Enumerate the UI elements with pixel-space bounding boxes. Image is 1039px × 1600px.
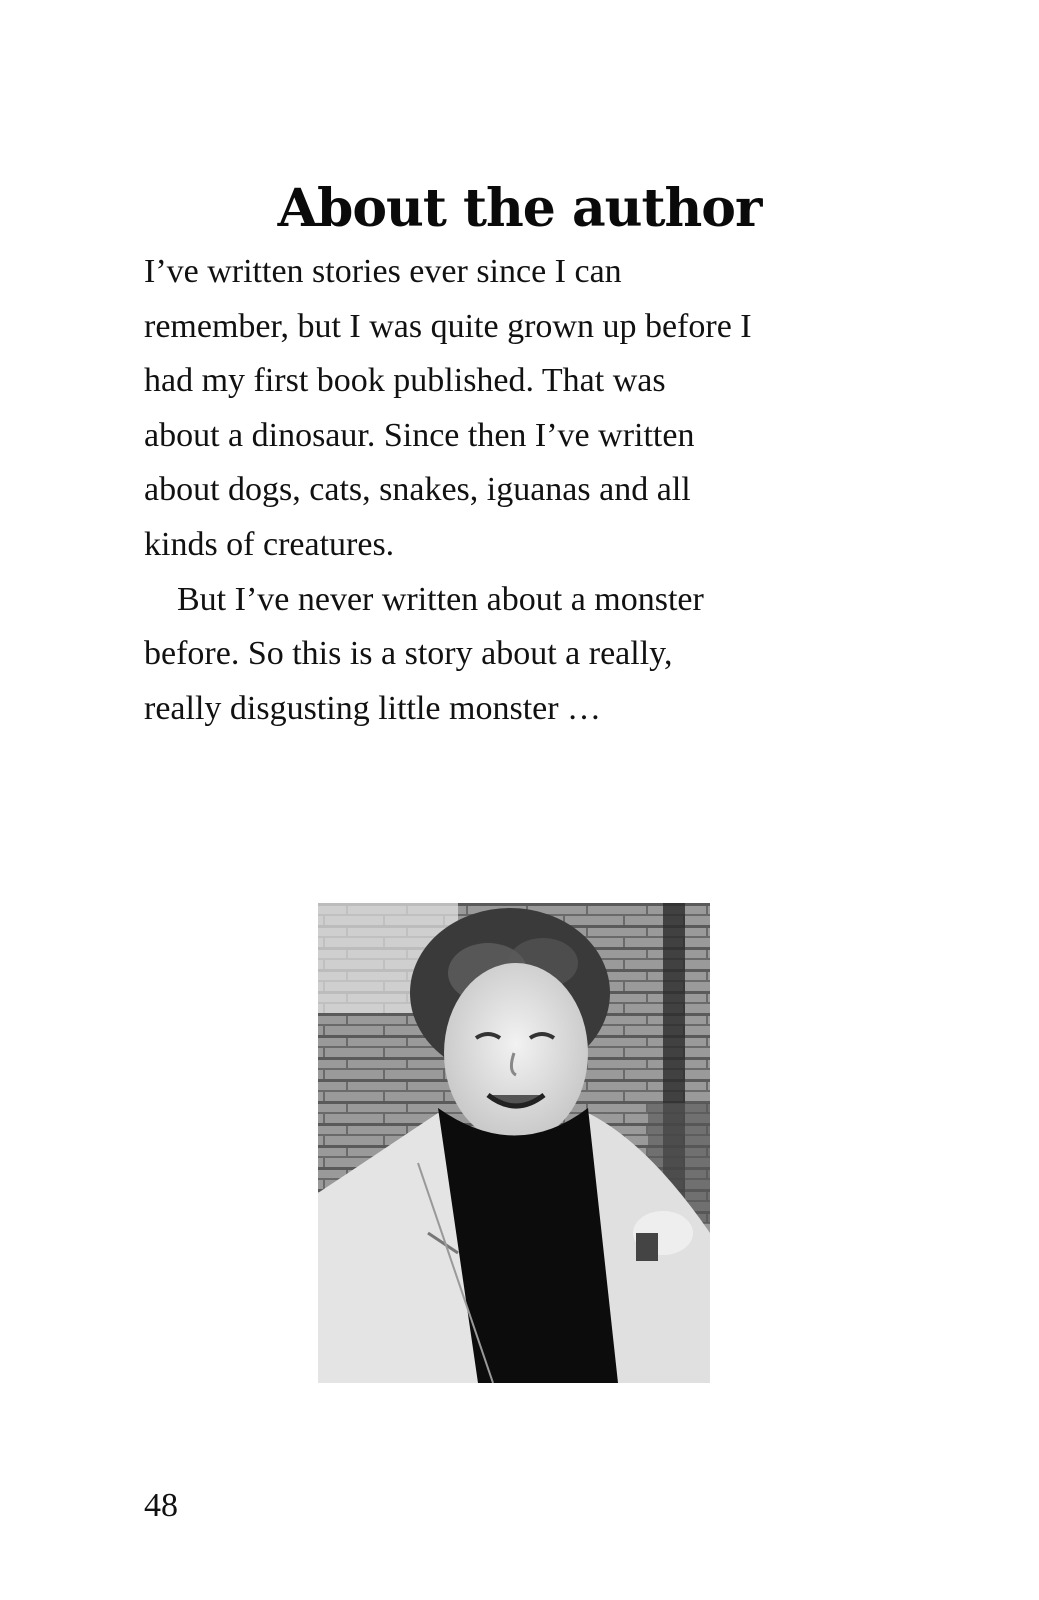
text-line: kinds of creatures. <box>144 525 395 563</box>
author-bio <box>144 245 904 736</box>
text-line: But I’ve never written about a monster <box>177 580 704 618</box>
page-title: About the author <box>277 177 762 239</box>
text-line: remember, but I was quite grown up before I <box>144 307 752 345</box>
text-line: about dogs, cats, snakes, iguanas and all <box>144 471 691 509</box>
text-line: I’ve written stories ever since I can <box>144 253 622 290</box>
page-number: 48 <box>144 1487 178 1524</box>
bio-paragraph-1 <box>144 245 904 573</box>
bio-paragraph-2 <box>144 573 904 737</box>
author-photo <box>318 903 710 1383</box>
portrait-image <box>318 903 710 1383</box>
text-line: about a dinosaur. Since then I’ve written <box>144 416 695 454</box>
text-line: had my first book published. That was <box>144 362 666 400</box>
text-line: really disgusting little monster … <box>144 689 602 727</box>
text-line: before. So this is a story about a really, <box>144 635 673 673</box>
